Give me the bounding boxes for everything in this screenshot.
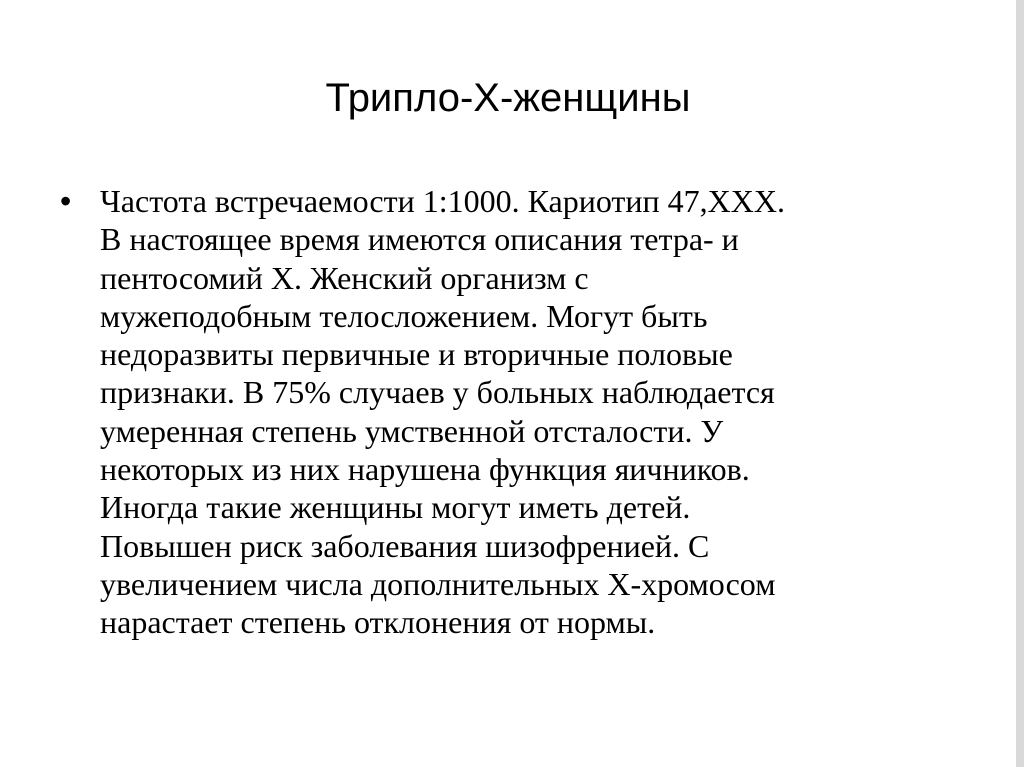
bullet-text: Частота встречаемости 1:1000. Кариотип 47,ХХХ. В настоящее время имеются описания тетра- и пентосомий Х. Женский организм с мужеподобным телосложением. Могут быть недоразвиты первичные и вторичные половые признаки. В 75% случаев у больных наблюдается умеренная степень умственной отсталости. У некоторых из них нарушена функция яичников. Иногда такие женщины могут иметь детей. Повышен риск заболевания шизофренией. С увеличением числа дополнительных Х-хромосом нарастает степень отклонения от нормы. <box>100 183 785 641</box>
slide-edge-shadow <box>1016 0 1024 767</box>
slide-title: Трипло-Х-женщины <box>325 76 691 120</box>
bullet-icon: • <box>60 183 72 219</box>
